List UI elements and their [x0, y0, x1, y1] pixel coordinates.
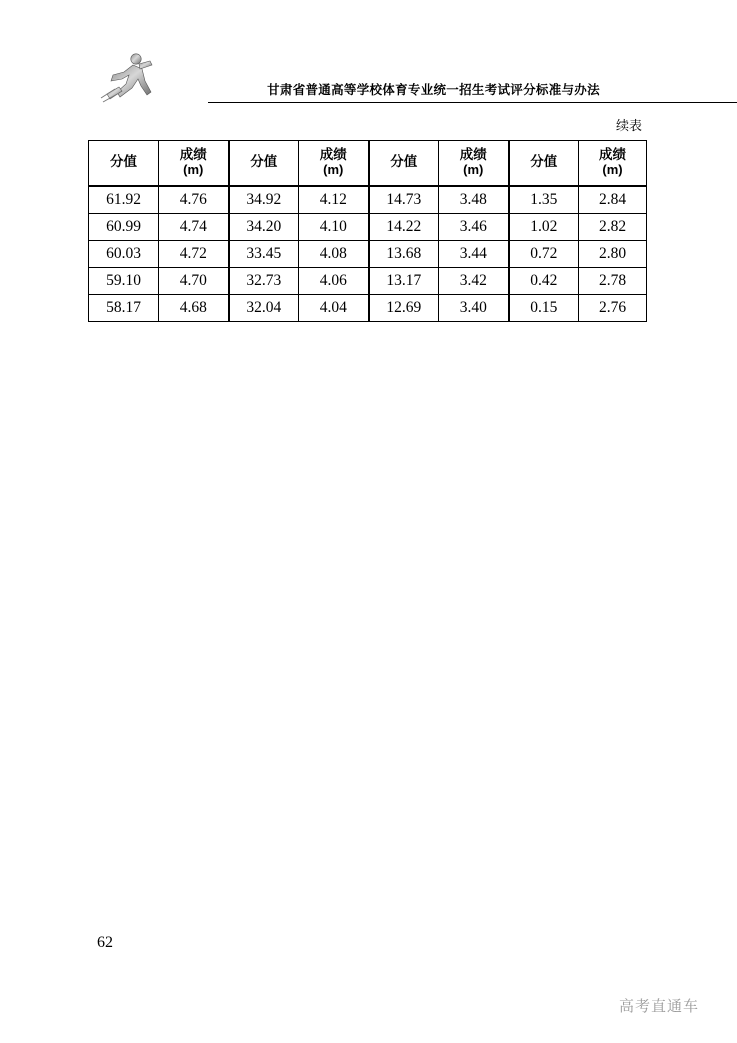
header-score-2: 分值 — [229, 141, 299, 187]
cell-result: 4.08 — [299, 241, 369, 268]
header-score-1: 分值 — [89, 141, 159, 187]
header-result-label-1: 成绩 — [179, 146, 207, 163]
page-header — [95, 48, 642, 106]
cell-result: 4.68 — [159, 295, 229, 322]
running-athlete-logo-icon — [95, 48, 157, 104]
cell-result: 2.76 — [579, 295, 647, 322]
cell-score: 13.17 — [369, 268, 439, 295]
cell-result: 2.84 — [579, 186, 647, 214]
table-row — [89, 186, 647, 214]
cell-score: 14.73 — [369, 186, 439, 214]
score-conversion-table — [88, 140, 646, 322]
table-row — [89, 241, 647, 268]
cell-score: 13.68 — [369, 241, 439, 268]
cell-result: 4.06 — [299, 268, 369, 295]
table-header-row — [89, 141, 647, 187]
header-result-3 — [439, 141, 509, 187]
header-result-label-4: 成绩 — [599, 146, 626, 163]
cell-score: 33.45 — [229, 241, 299, 268]
continued-table-label: 续表 — [615, 119, 642, 134]
table-row — [89, 268, 647, 295]
header-divider — [208, 102, 737, 103]
header-score-3: 分值 — [369, 141, 439, 187]
cell-result: 3.44 — [439, 241, 509, 268]
header-result-4 — [579, 141, 647, 187]
cell-result: 4.12 — [299, 186, 369, 214]
cell-result: 4.04 — [299, 295, 369, 322]
table-row — [89, 214, 647, 241]
cell-score: 12.69 — [369, 295, 439, 322]
cell-result: 4.72 — [159, 241, 229, 268]
cell-score: 0.72 — [509, 241, 579, 268]
header-result-unit-4: (m) — [602, 162, 623, 178]
cell-score: 0.42 — [509, 268, 579, 295]
cell-score: 34.92 — [229, 186, 299, 214]
cell-score: 32.04 — [229, 295, 299, 322]
header-result-label-2: 成绩 — [319, 146, 347, 163]
cell-score: 1.35 — [509, 186, 579, 214]
header-result-label-3: 成绩 — [459, 146, 487, 163]
cell-result: 2.78 — [579, 268, 647, 295]
cell-result: 4.70 — [159, 268, 229, 295]
cell-result: 2.80 — [579, 241, 647, 268]
table-row — [89, 295, 647, 322]
cell-result: 3.42 — [439, 268, 509, 295]
header-result-1 — [159, 141, 229, 187]
cell-result: 4.76 — [159, 186, 229, 214]
cell-score: 32.73 — [229, 268, 299, 295]
cell-score: 14.22 — [369, 214, 439, 241]
cell-score: 59.10 — [89, 268, 159, 295]
cell-result: 3.46 — [439, 214, 509, 241]
cell-result: 2.82 — [579, 214, 647, 241]
cell-score: 58.17 — [89, 295, 159, 322]
watermark: 高考直通车 — [618, 997, 699, 1015]
header-score-4: 分值 — [509, 141, 579, 187]
cell-score: 60.99 — [89, 214, 159, 241]
cell-result: 4.74 — [159, 214, 229, 241]
header-result-unit-3: (m) — [463, 162, 484, 178]
cell-result: 3.48 — [439, 186, 509, 214]
cell-score: 34.20 — [229, 214, 299, 241]
header-title: 甘肃省普通高等学校体育专业统一招生考试评分标准与办法 — [267, 82, 600, 97]
header-result-unit-2: (m) — [323, 162, 344, 178]
header-result-unit-1: (m) — [183, 162, 204, 178]
page-number: 62 — [97, 934, 113, 951]
cell-score: 60.03 — [89, 241, 159, 268]
cell-result: 3.40 — [439, 295, 509, 322]
cell-result: 4.10 — [299, 214, 369, 241]
cell-score: 1.02 — [509, 214, 579, 241]
cell-score: 61.92 — [89, 186, 159, 214]
header-result-2 — [299, 141, 369, 187]
cell-score: 0.15 — [509, 295, 579, 322]
